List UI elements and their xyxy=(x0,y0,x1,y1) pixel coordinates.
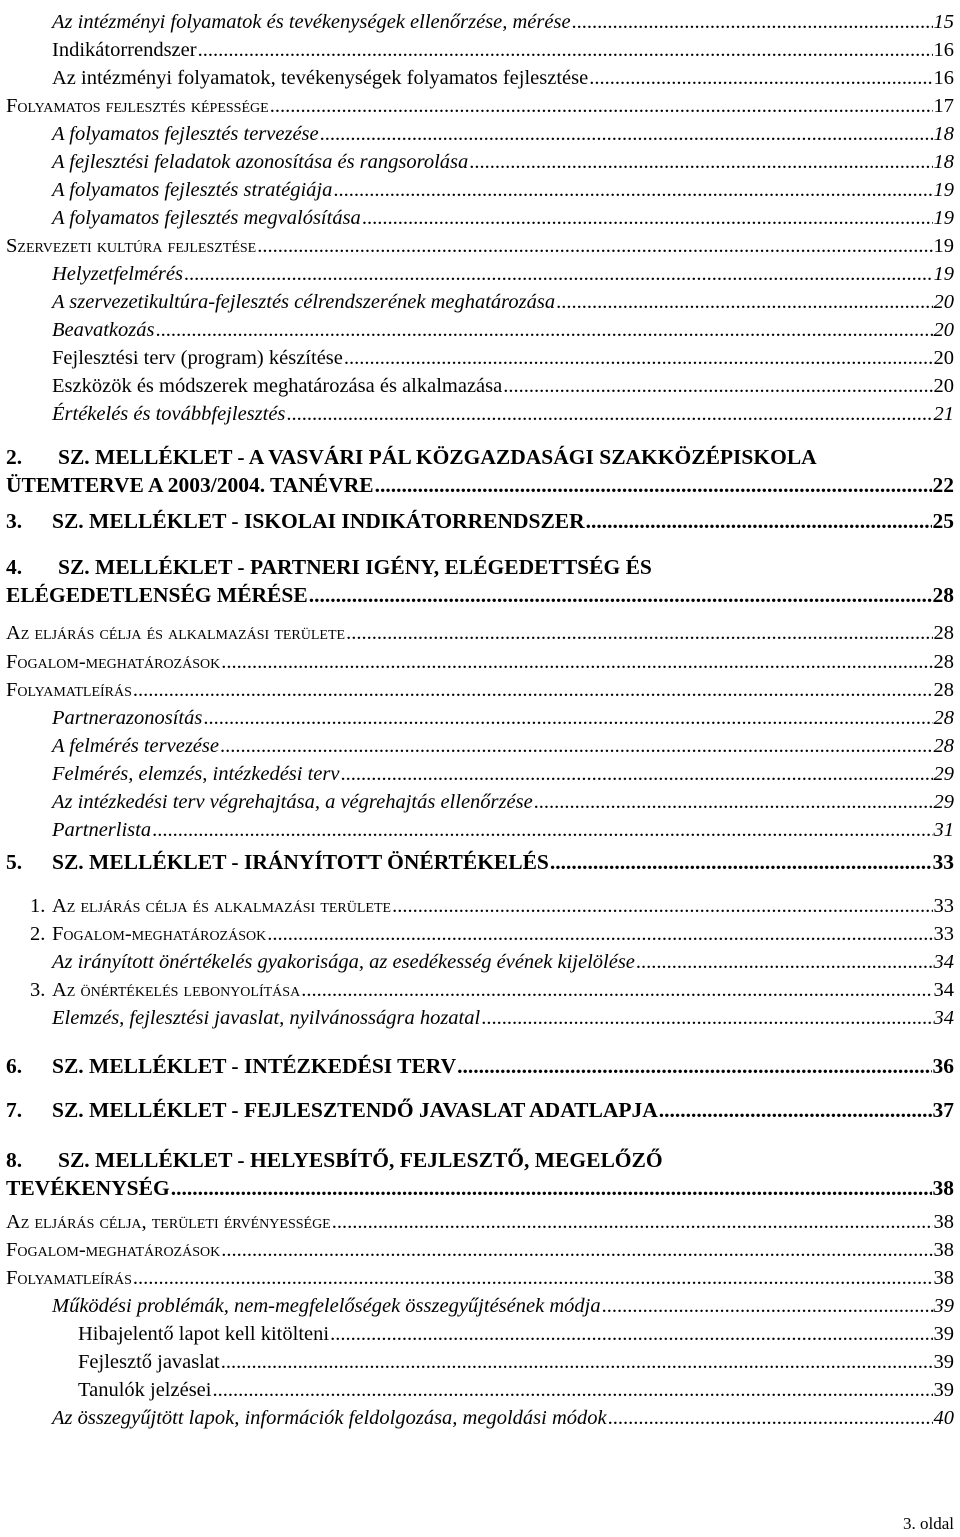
toc-page-number: 28 xyxy=(933,622,954,644)
toc-entry-number: 4. xyxy=(6,555,23,579)
toc-entry[interactable] xyxy=(0,507,960,535)
toc-entry[interactable] xyxy=(0,400,960,428)
toc-page-number: 20 xyxy=(933,319,954,341)
toc-leader-dots xyxy=(257,232,932,260)
toc-entry-title: SZ. MELLÉKLET - FEJLESZTENDŐ JAVASLAT ADATLAPJA xyxy=(52,1098,658,1122)
toc-leader-dots xyxy=(481,1004,932,1032)
toc-entry-title: Az önértékelés lebonyolítása xyxy=(52,979,301,1001)
toc-page-number: 19 xyxy=(933,179,954,201)
toc-entry-number: 3. xyxy=(6,509,23,533)
toc-entry-title: Fogalom-meghatározások xyxy=(6,651,221,673)
toc-entry[interactable] xyxy=(0,1146,960,1200)
toc-entry[interactable] xyxy=(0,1376,960,1404)
toc-page-number: 17 xyxy=(933,95,954,117)
toc-page-number: 16 xyxy=(933,67,954,89)
toc-entry[interactable] xyxy=(0,120,960,148)
toc-leader-dots xyxy=(203,704,932,732)
toc-entry[interactable] xyxy=(0,816,960,844)
toc-entry-title: Indikátorrendszer xyxy=(52,39,197,61)
toc-page-number: 33 xyxy=(932,850,954,874)
toc-page-number: 33 xyxy=(933,895,954,917)
toc-entry-title: A fejlesztési feladatok azonosítása és rangsorolása xyxy=(52,151,469,173)
toc-entry[interactable] xyxy=(0,148,960,176)
toc-entry-title: Folyamatleírás xyxy=(6,1267,132,1289)
toc-entry[interactable] xyxy=(0,676,960,704)
toc-entry-title: Szervezeti kultúra fejlesztése xyxy=(6,235,257,257)
toc-entry-title: Felmérés, elemzés, intézkedési terv xyxy=(52,763,340,785)
toc-page-number: 19 xyxy=(933,207,954,229)
toc-leader-dots xyxy=(220,732,933,760)
toc-entry-title: Fogalom-meghatározások xyxy=(52,923,267,945)
toc-entry[interactable] xyxy=(0,64,960,92)
toc-entry[interactable] xyxy=(0,288,960,316)
toc-page-number: 29 xyxy=(933,763,954,785)
toc-entry-title: Az összegyűjtött lapok, információk feldolgozása, megoldási módok xyxy=(52,1407,607,1429)
toc-page-number: 37 xyxy=(932,1098,954,1122)
toc-entry[interactable] xyxy=(0,1320,960,1348)
toc-entry[interactable] xyxy=(0,619,960,647)
toc-entry[interactable] xyxy=(0,316,960,344)
toc-page-number: 28 xyxy=(932,583,954,607)
toc-leader-dots xyxy=(267,920,932,948)
toc-page-number: 19 xyxy=(933,263,954,285)
toc-entry-title-line1: SZ. MELLÉKLET - HELYESBÍTŐ, FEJLESZTŐ, MEGELŐZŐ xyxy=(58,1148,663,1172)
toc-leader-dots xyxy=(392,892,932,920)
toc-entry-title: Az irányított önértékelés gyakorisága, az esedékesség évének kijelölése xyxy=(52,951,635,973)
toc-leader-dots xyxy=(333,176,932,204)
toc-entry-title: A felmérés tervezése xyxy=(52,735,219,757)
toc-leader-dots xyxy=(184,260,933,288)
toc-page-number: 19 xyxy=(933,235,954,257)
toc-leader-dots xyxy=(221,1348,933,1376)
toc-page-number: 20 xyxy=(933,347,954,369)
toc-entry[interactable] xyxy=(0,948,960,976)
toc-entry[interactable] xyxy=(0,788,960,816)
toc-entry-number: 8. xyxy=(6,1148,23,1172)
toc-leader-dots xyxy=(152,816,932,844)
toc-leader-dots xyxy=(572,8,933,36)
toc-leader-dots xyxy=(608,1404,933,1432)
toc-entry[interactable] xyxy=(0,1348,960,1376)
toc-leader-dots xyxy=(589,64,932,92)
toc-entry-title: Folyamatleírás xyxy=(6,679,132,701)
toc-page-number: 38 xyxy=(933,1239,954,1261)
toc-entry-title: Működési problémák, nem-megfelelőségek összegyűjtésének módja xyxy=(52,1295,601,1317)
toc-entry-title: Partnerlista xyxy=(52,819,152,841)
toc-entry-title-line1: SZ. MELLÉKLET - A VASVÁRI PÁL KÖZGAZDASÁGI SZAKKÖZÉPISKOLA xyxy=(58,445,817,469)
toc-page-number: 38 xyxy=(933,1267,954,1289)
toc-page-number: 28 xyxy=(933,679,954,701)
toc-entry[interactable] xyxy=(0,704,960,732)
toc-leader-dots xyxy=(556,288,932,316)
toc-page-number: 39 xyxy=(933,1351,954,1373)
toc-entry-title: Fogalom-meghatározások xyxy=(6,1239,221,1261)
toc-entry[interactable] xyxy=(0,92,960,120)
toc-leader-dots xyxy=(155,316,932,344)
toc-entry-title: A szervezetikultúra-fejlesztés célrendszerének meghatározása xyxy=(52,291,556,313)
toc-page-number: 34 xyxy=(933,951,954,973)
toc-page-number: 22 xyxy=(932,473,954,497)
toc-entry[interactable] xyxy=(0,760,960,788)
toc-leader-dots xyxy=(301,976,932,1004)
toc-entry-title: A folyamatos fejlesztés megvalósítása xyxy=(52,207,361,229)
toc-entry[interactable] xyxy=(0,1096,960,1124)
toc-entry-title: SZ. MELLÉKLET - ISKOLAI INDIKÁTORRENDSZER xyxy=(52,509,585,533)
toc-leader-dots xyxy=(221,648,932,676)
toc-entry-title: TEVÉKENYSÉG xyxy=(6,1176,170,1200)
toc-leader-dots xyxy=(659,1096,932,1124)
toc-entry[interactable] xyxy=(0,1404,960,1432)
toc-entry-title: Fejlesztő javaslat xyxy=(78,1351,220,1373)
toc-leader-dots xyxy=(133,676,933,704)
toc-leader-dots xyxy=(332,1208,933,1236)
toc-leader-dots xyxy=(534,788,933,816)
toc-entry-title: Folyamatos fejlesztés képessége xyxy=(6,95,269,117)
toc-entry-number: 2. xyxy=(30,923,46,945)
toc-entry-number: 3. xyxy=(30,979,46,1001)
toc-entry[interactable] xyxy=(0,260,960,288)
toc-leader-dots xyxy=(636,948,933,976)
toc-entry-title: Értékelés és továbbfejlesztés xyxy=(52,403,286,425)
toc-leader-dots xyxy=(270,92,933,120)
toc-page-number: 29 xyxy=(933,791,954,813)
page-number-footer: 3. oldal xyxy=(903,1514,954,1533)
toc-entry[interactable] xyxy=(0,232,960,260)
toc-leader-dots xyxy=(221,1236,932,1264)
toc-entry[interactable] xyxy=(0,8,960,36)
toc-page-number: 21 xyxy=(933,403,954,425)
toc-page-number: 33 xyxy=(933,923,954,945)
toc-leader-dots xyxy=(503,372,932,400)
toc-page-number: 18 xyxy=(933,151,954,173)
toc-page-number: 39 xyxy=(933,1379,954,1401)
toc-leader-dots xyxy=(198,36,933,64)
toc-page-number: 28 xyxy=(933,707,954,729)
toc-page-number: 20 xyxy=(933,375,954,397)
toc-entry-title: Helyzetfelmérés xyxy=(52,263,183,285)
toc-page-number: 34 xyxy=(933,1007,954,1029)
toc-leader-dots xyxy=(346,619,932,647)
toc-page-number: 28 xyxy=(933,735,954,757)
toc-entry[interactable] xyxy=(0,36,960,64)
toc-leader-dots xyxy=(309,581,932,609)
toc-entry[interactable] xyxy=(0,372,960,400)
toc-entry-title: ELÉGEDETLENSÉG MÉRÉSE xyxy=(6,583,308,607)
toc-leader-dots xyxy=(330,1320,932,1348)
toc-leader-dots xyxy=(586,507,932,535)
toc-page-number: 34 xyxy=(933,979,954,1001)
toc-leader-dots xyxy=(286,400,932,428)
toc-entry-title: Az intézményi folyamatok, tevékenységek folyamatos fejlesztése xyxy=(52,67,589,89)
toc-entry[interactable] xyxy=(0,892,960,920)
toc-entry-title: Az intézkedési terv végrehajtása, a végrehajtás ellenőrzése xyxy=(52,791,533,813)
toc-entry[interactable] xyxy=(0,1236,960,1264)
toc-entry-title: A folyamatos fejlesztés tervezése xyxy=(52,123,319,145)
toc-entry[interactable] xyxy=(0,848,960,876)
toc-leader-dots xyxy=(171,1174,932,1202)
toc-page-number: 15 xyxy=(933,11,954,33)
toc-entry-title: Az eljárás célja és alkalmazási területe xyxy=(52,895,392,917)
toc-entry-title: Eszközök és módszerek meghatározása és alkalmazása xyxy=(52,375,503,397)
toc-leader-dots xyxy=(457,1052,931,1080)
toc-leader-dots xyxy=(375,471,932,499)
toc-leader-dots xyxy=(550,848,932,876)
toc-page-number: 38 xyxy=(933,1211,954,1233)
toc-leader-dots xyxy=(340,760,932,788)
toc-leader-dots xyxy=(133,1264,933,1292)
toc-entry-number: 1. xyxy=(30,895,46,917)
toc-page-number: 39 xyxy=(933,1323,954,1345)
toc-page-number: 18 xyxy=(933,123,954,145)
toc-entry[interactable] xyxy=(0,1208,960,1236)
toc-page-number: 20 xyxy=(933,291,954,313)
toc-entry-title: SZ. MELLÉKLET - INTÉZKEDÉSI TERV xyxy=(52,1054,457,1078)
toc-entry[interactable] xyxy=(0,344,960,372)
toc-entry-number: 5. xyxy=(6,850,23,874)
toc-entry-title: ÜTEMTERVE A 2003/2004. TANÉVRE xyxy=(6,473,374,497)
toc-page-number: 38 xyxy=(932,1176,954,1200)
toc-page-number: 36 xyxy=(932,1054,954,1078)
toc-entry[interactable] xyxy=(0,176,960,204)
toc-page-number: 31 xyxy=(933,819,954,841)
toc-entry[interactable] xyxy=(0,1292,960,1320)
toc-entry[interactable] xyxy=(0,553,960,607)
toc-entry-title-line1: SZ. MELLÉKLET - PARTNERI IGÉNY, ELÉGEDETTSÉG ÉS xyxy=(58,555,652,579)
toc-entry[interactable] xyxy=(0,204,960,232)
toc-entry-title: SZ. MELLÉKLET - IRÁNYÍTOTT ÖNÉRTÉKELÉS xyxy=(52,850,549,874)
toc-entry-title: Az eljárás célja és alkalmazási területe xyxy=(6,622,346,644)
toc-entry-title: Beavatkozás xyxy=(52,319,155,341)
toc-entry-number: 7. xyxy=(6,1098,23,1122)
toc-leader-dots xyxy=(469,148,932,176)
toc-leader-dots xyxy=(320,120,933,148)
toc-entry[interactable] xyxy=(0,443,960,497)
toc-entry-title: Hibajelentő lapot kell kitölteni xyxy=(78,1323,330,1345)
toc-page-number: 25 xyxy=(932,509,954,533)
toc-entry[interactable] xyxy=(0,920,960,948)
toc-entry-title: Tanulók jelzései xyxy=(78,1379,212,1401)
toc-page-number: 28 xyxy=(933,651,954,673)
toc-leader-dots xyxy=(362,204,933,232)
toc-leader-dots xyxy=(212,1376,932,1404)
toc-entry[interactable] xyxy=(0,1052,960,1080)
toc-entry[interactable] xyxy=(0,1264,960,1292)
toc-leader-dots xyxy=(602,1292,933,1320)
toc-entry[interactable] xyxy=(0,1004,960,1032)
toc-entry[interactable] xyxy=(0,732,960,760)
toc-entry[interactable] xyxy=(0,648,960,676)
toc-entry-number: 2. xyxy=(6,445,23,469)
toc-leader-dots xyxy=(344,344,933,372)
toc-entry-title: Az eljárás célja, területi érvényessége xyxy=(6,1211,331,1233)
toc-entry-title: Partnerazonosítás xyxy=(52,707,203,729)
toc-entry-title: Az intézményi folyamatok és tevékenységek ellenőrzése, mérése xyxy=(52,11,571,33)
toc-entry-title: A folyamatos fejlesztés stratégiája xyxy=(52,179,333,201)
toc-entry-title: Elemzés, fejlesztési javaslat, nyilvánosságra hozatal xyxy=(52,1007,481,1029)
toc-page-number: 40 xyxy=(933,1407,954,1429)
toc-page-number: 16 xyxy=(933,39,954,61)
toc-entry-title: Fejlesztési terv (program) készítése xyxy=(52,347,343,369)
toc-entry[interactable] xyxy=(0,976,960,1004)
toc-page-number: 39 xyxy=(933,1295,954,1317)
toc-entry-number: 6. xyxy=(6,1054,23,1078)
